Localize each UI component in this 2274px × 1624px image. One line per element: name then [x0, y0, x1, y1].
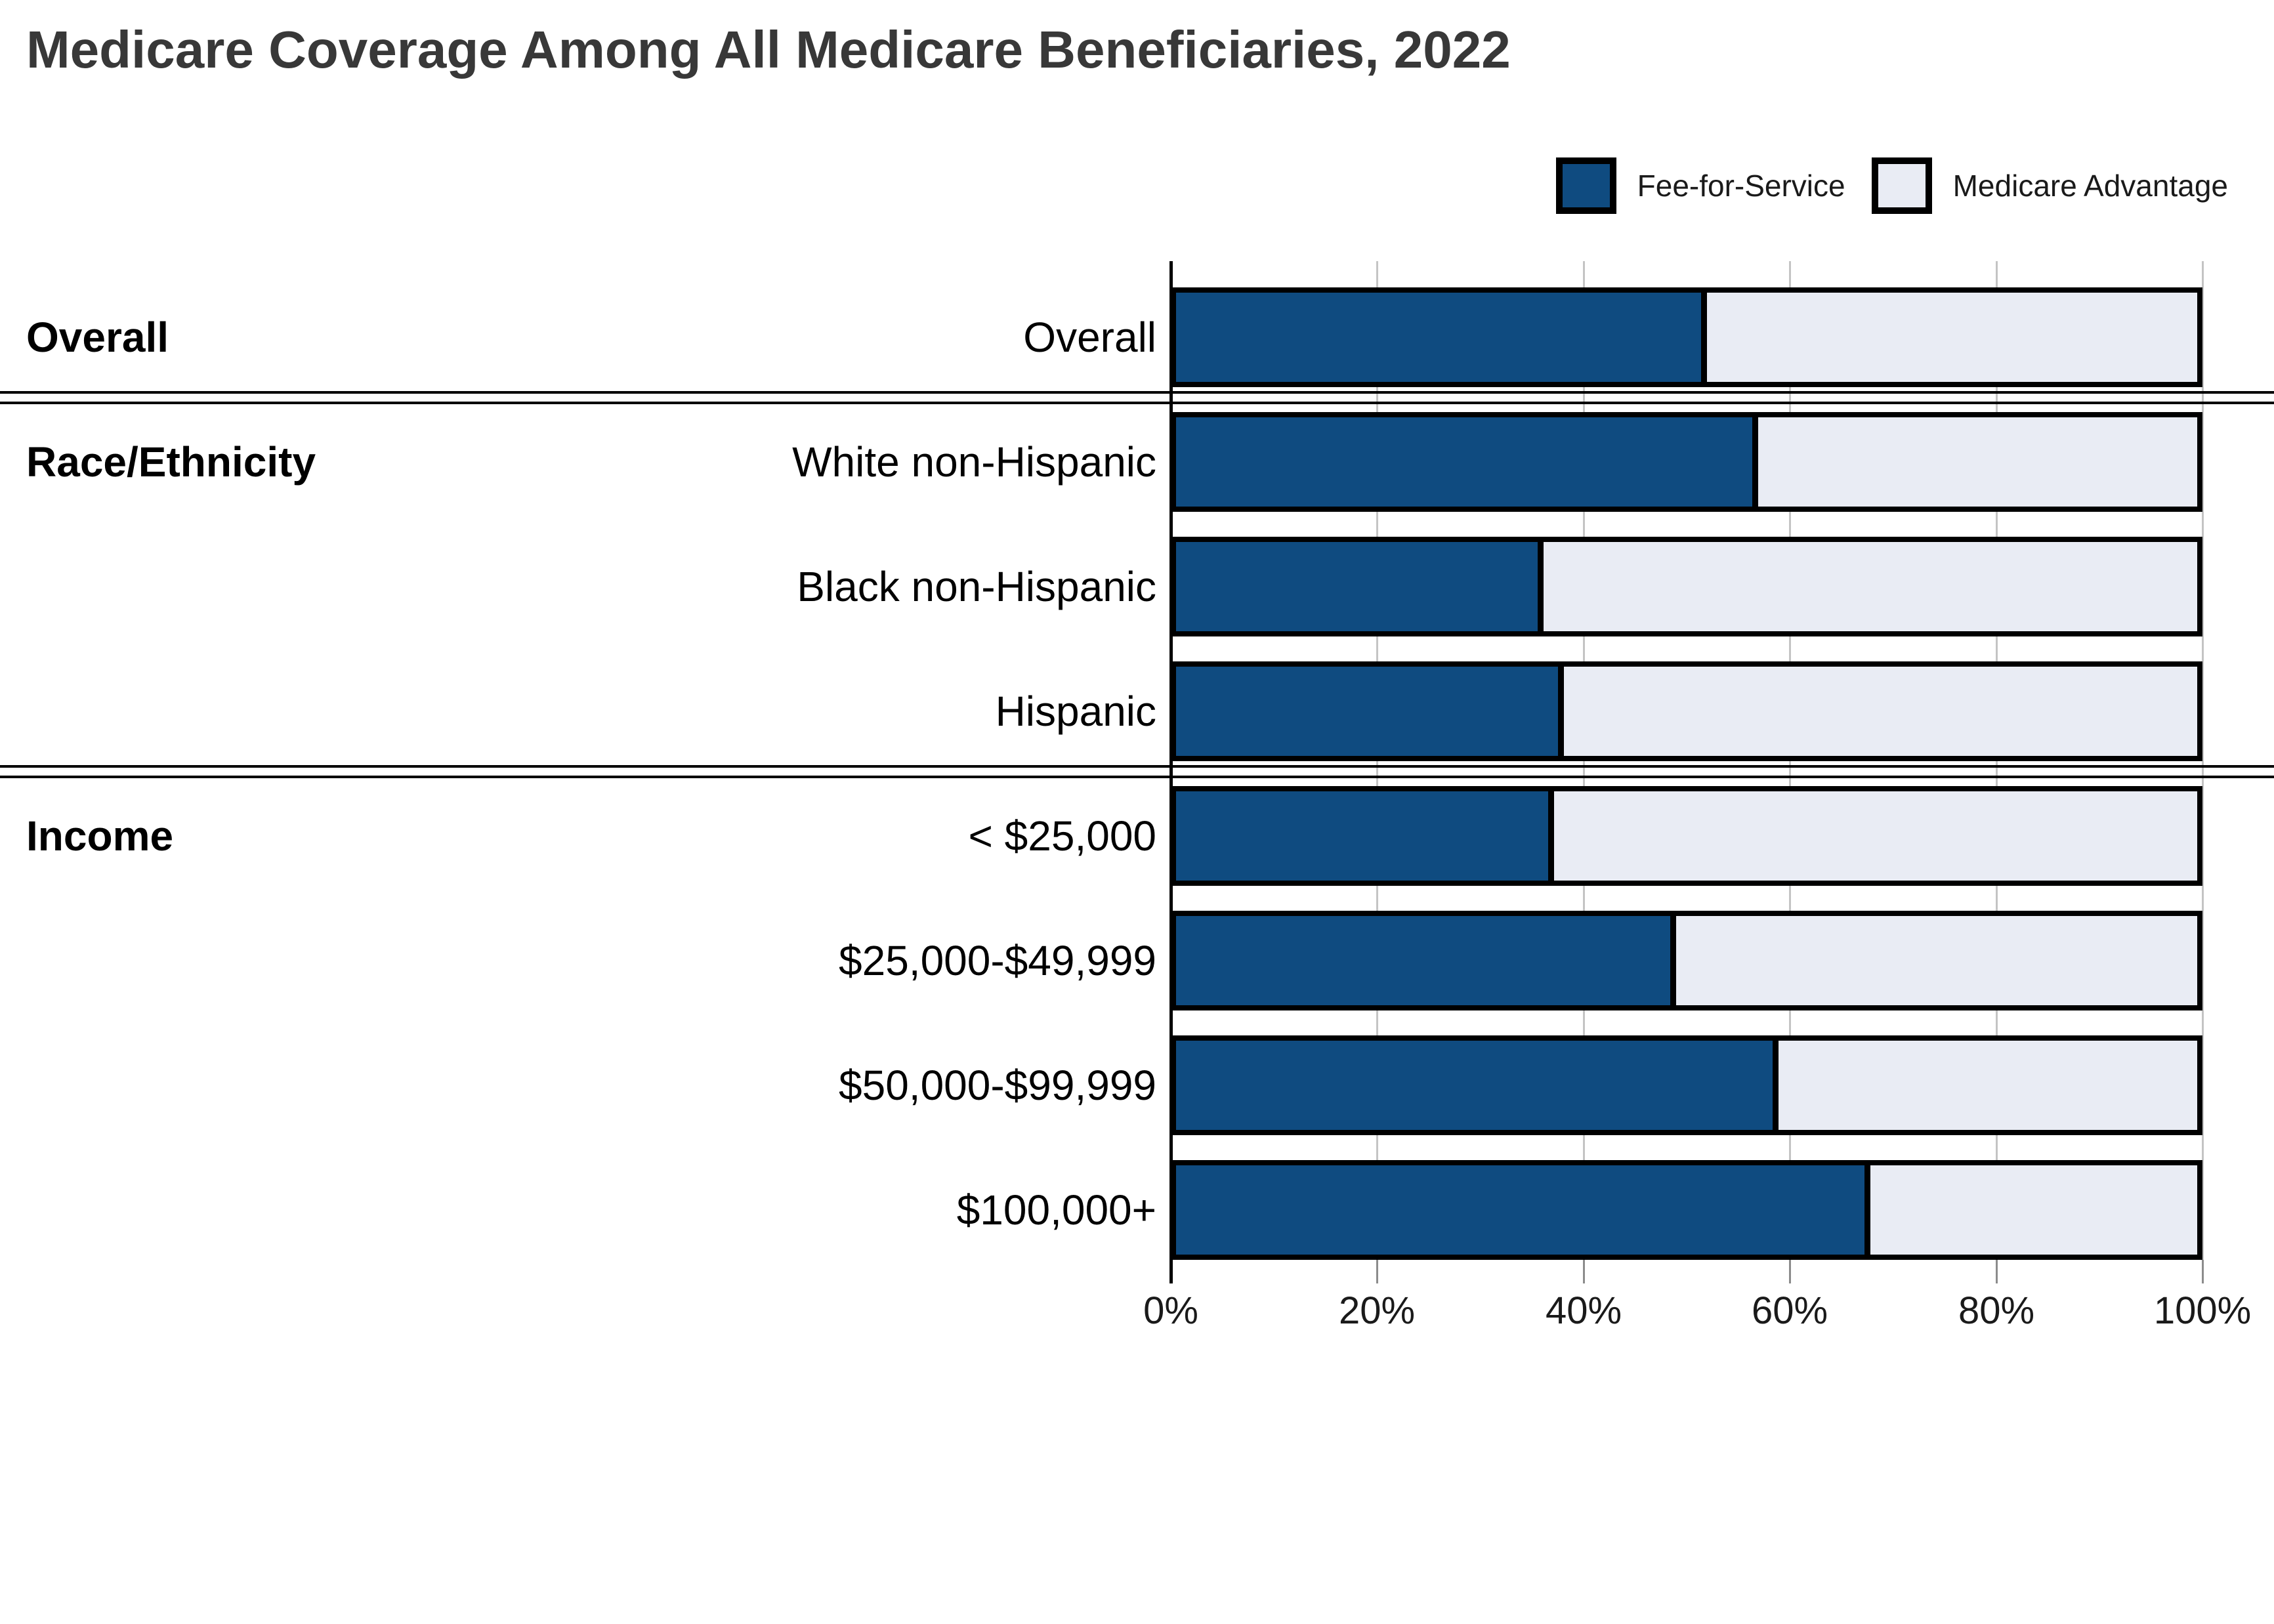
row-label-100-000: $100,000+	[956, 1186, 1156, 1234]
row-label-white-non-hispanic: White non-Hispanic	[792, 438, 1156, 486]
axis-tick-20	[1376, 1260, 1378, 1283]
bar-segment-fee-for-service-white-non-hispanic	[1176, 417, 1758, 507]
bar-segment-fee-for-service-50-000-99-999	[1176, 1041, 1779, 1130]
row-label-overall: Overall	[1023, 314, 1156, 361]
legend-label-medicare-advantage: Medicare Advantage	[1952, 169, 2228, 203]
fee-for-service-swatch-icon	[1556, 157, 1616, 214]
bar-25-000-49-999	[1171, 911, 2202, 1010]
row-label-25-000-49-999: $25,000-$49,999	[839, 937, 1156, 984]
bar-segment-fee-for-service-overall	[1176, 293, 1707, 382]
legend-item-medicare-advantage	[1872, 157, 2228, 214]
axis-tick-80	[1996, 1260, 1998, 1283]
x-tick-label-80: 80%	[1958, 1289, 2035, 1332]
row-label-black-non-hispanic: Black non-Hispanic	[797, 563, 1156, 610]
bar-100-000	[1171, 1160, 2202, 1260]
row-label-25-000: < $25,000	[968, 812, 1156, 860]
bar-overall	[1171, 287, 2202, 387]
bar-segment-fee-for-service-25-000	[1176, 791, 1554, 881]
group-separator-2-line-1	[0, 765, 2274, 768]
legend	[1556, 157, 2228, 214]
axis-tick-60	[1789, 1260, 1791, 1283]
group-label-race-ethnicity: Race/Ethnicity	[26, 438, 316, 486]
group-label-income: Income	[26, 812, 174, 860]
row-label-50-000-99-999: $50,000-$99,999	[839, 1062, 1156, 1109]
chart-title: Medicare Coverage Among All Medicare Beneficiaries, 2022	[26, 20, 1511, 79]
axis-tick-40	[1583, 1260, 1585, 1283]
group-label-overall: Overall	[26, 314, 169, 361]
x-tick-label-40: 40%	[1545, 1289, 1622, 1332]
legend-label-fee-for-service: Fee-for-Service	[1637, 169, 1845, 203]
y-axis-line	[1169, 261, 1173, 1283]
x-tick-label-100: 100%	[2153, 1289, 2252, 1332]
x-tick-label-60: 60%	[1751, 1289, 1828, 1332]
medicare-advantage-swatch-icon	[1872, 157, 1932, 214]
bar-hispanic	[1171, 661, 2202, 761]
group-separator-1-line-2	[0, 402, 2274, 404]
bar-black-non-hispanic	[1171, 537, 2202, 636]
bar-50-000-99-999	[1171, 1035, 2202, 1135]
bar-segment-fee-for-service-100-000	[1176, 1165, 1870, 1255]
axis-tick-100	[2202, 1260, 2204, 1283]
bar-segment-fee-for-service-25-000-49-999	[1176, 916, 1676, 1005]
group-separator-1-line-1	[0, 391, 2274, 394]
x-tick-label-0: 0%	[1143, 1289, 1198, 1332]
bar-white-non-hispanic	[1171, 412, 2202, 512]
group-separator-2-line-2	[0, 776, 2274, 778]
bar-segment-fee-for-service-hispanic	[1176, 667, 1564, 756]
row-label-hispanic: Hispanic	[995, 688, 1156, 735]
legend-item-fee-for-service	[1556, 157, 1845, 214]
bar-25-000	[1171, 786, 2202, 886]
x-tick-label-20: 20%	[1338, 1289, 1416, 1332]
bar-segment-fee-for-service-black-non-hispanic	[1176, 542, 1544, 631]
